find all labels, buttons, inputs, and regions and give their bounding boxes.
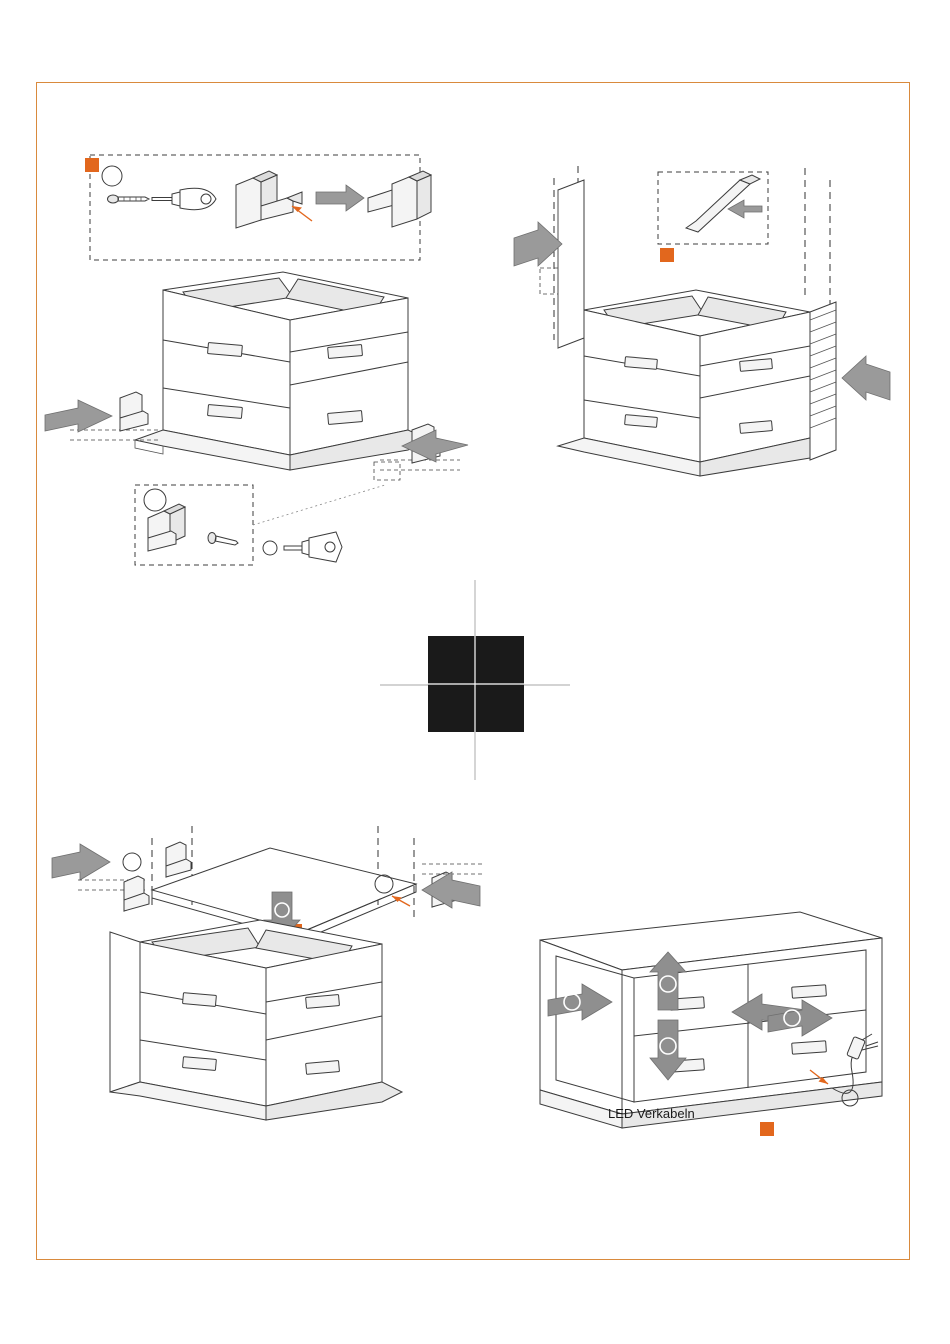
drawer-handle — [183, 1057, 217, 1071]
led-caption: LED Verkabeln — [608, 1106, 695, 1121]
drawer-handle — [208, 343, 243, 357]
right-side-panel — [810, 302, 890, 460]
drawer-handle — [328, 411, 363, 425]
step-4-panel — [510, 890, 910, 1170]
step-2-panel — [500, 150, 910, 550]
step-2-cabinet — [558, 290, 832, 476]
drawer-handle — [208, 405, 243, 419]
dowel-and-screwdriver — [263, 532, 342, 562]
drawer-handle — [183, 993, 217, 1007]
drawer-handle — [740, 421, 773, 434]
drawer-handle — [740, 359, 773, 372]
assembly-direction-arrow — [316, 185, 364, 211]
drawer-handle — [792, 1041, 827, 1054]
bracket-and-post-before — [236, 171, 312, 228]
drawer-handle — [625, 415, 658, 428]
drawer-handle — [306, 995, 340, 1009]
step-marker-orange — [85, 158, 99, 172]
step-3-cabinet — [110, 920, 412, 1120]
bracket-and-post-after — [368, 171, 431, 227]
registration-cross — [380, 580, 570, 780]
step-1-detail-callout-bottom — [135, 485, 385, 565]
screwdriver-icon — [152, 188, 216, 209]
step-marker-orange — [660, 248, 674, 262]
drawer-handle — [306, 1061, 340, 1075]
step-1-cabinet — [135, 272, 430, 470]
step-2-detail-callout — [658, 172, 768, 262]
step-3-panel — [40, 800, 490, 1160]
step-1-panel — [40, 140, 490, 580]
left-side-panel — [514, 180, 584, 348]
step-4-cabinet-rear — [540, 912, 882, 1128]
drawer-handle — [625, 357, 658, 370]
step-marker-orange — [760, 1122, 774, 1136]
step-1-detail-callout-top — [85, 155, 431, 260]
screw-icon-2 — [208, 533, 238, 546]
screw-icon — [108, 195, 150, 203]
drawer-handle — [328, 345, 363, 359]
